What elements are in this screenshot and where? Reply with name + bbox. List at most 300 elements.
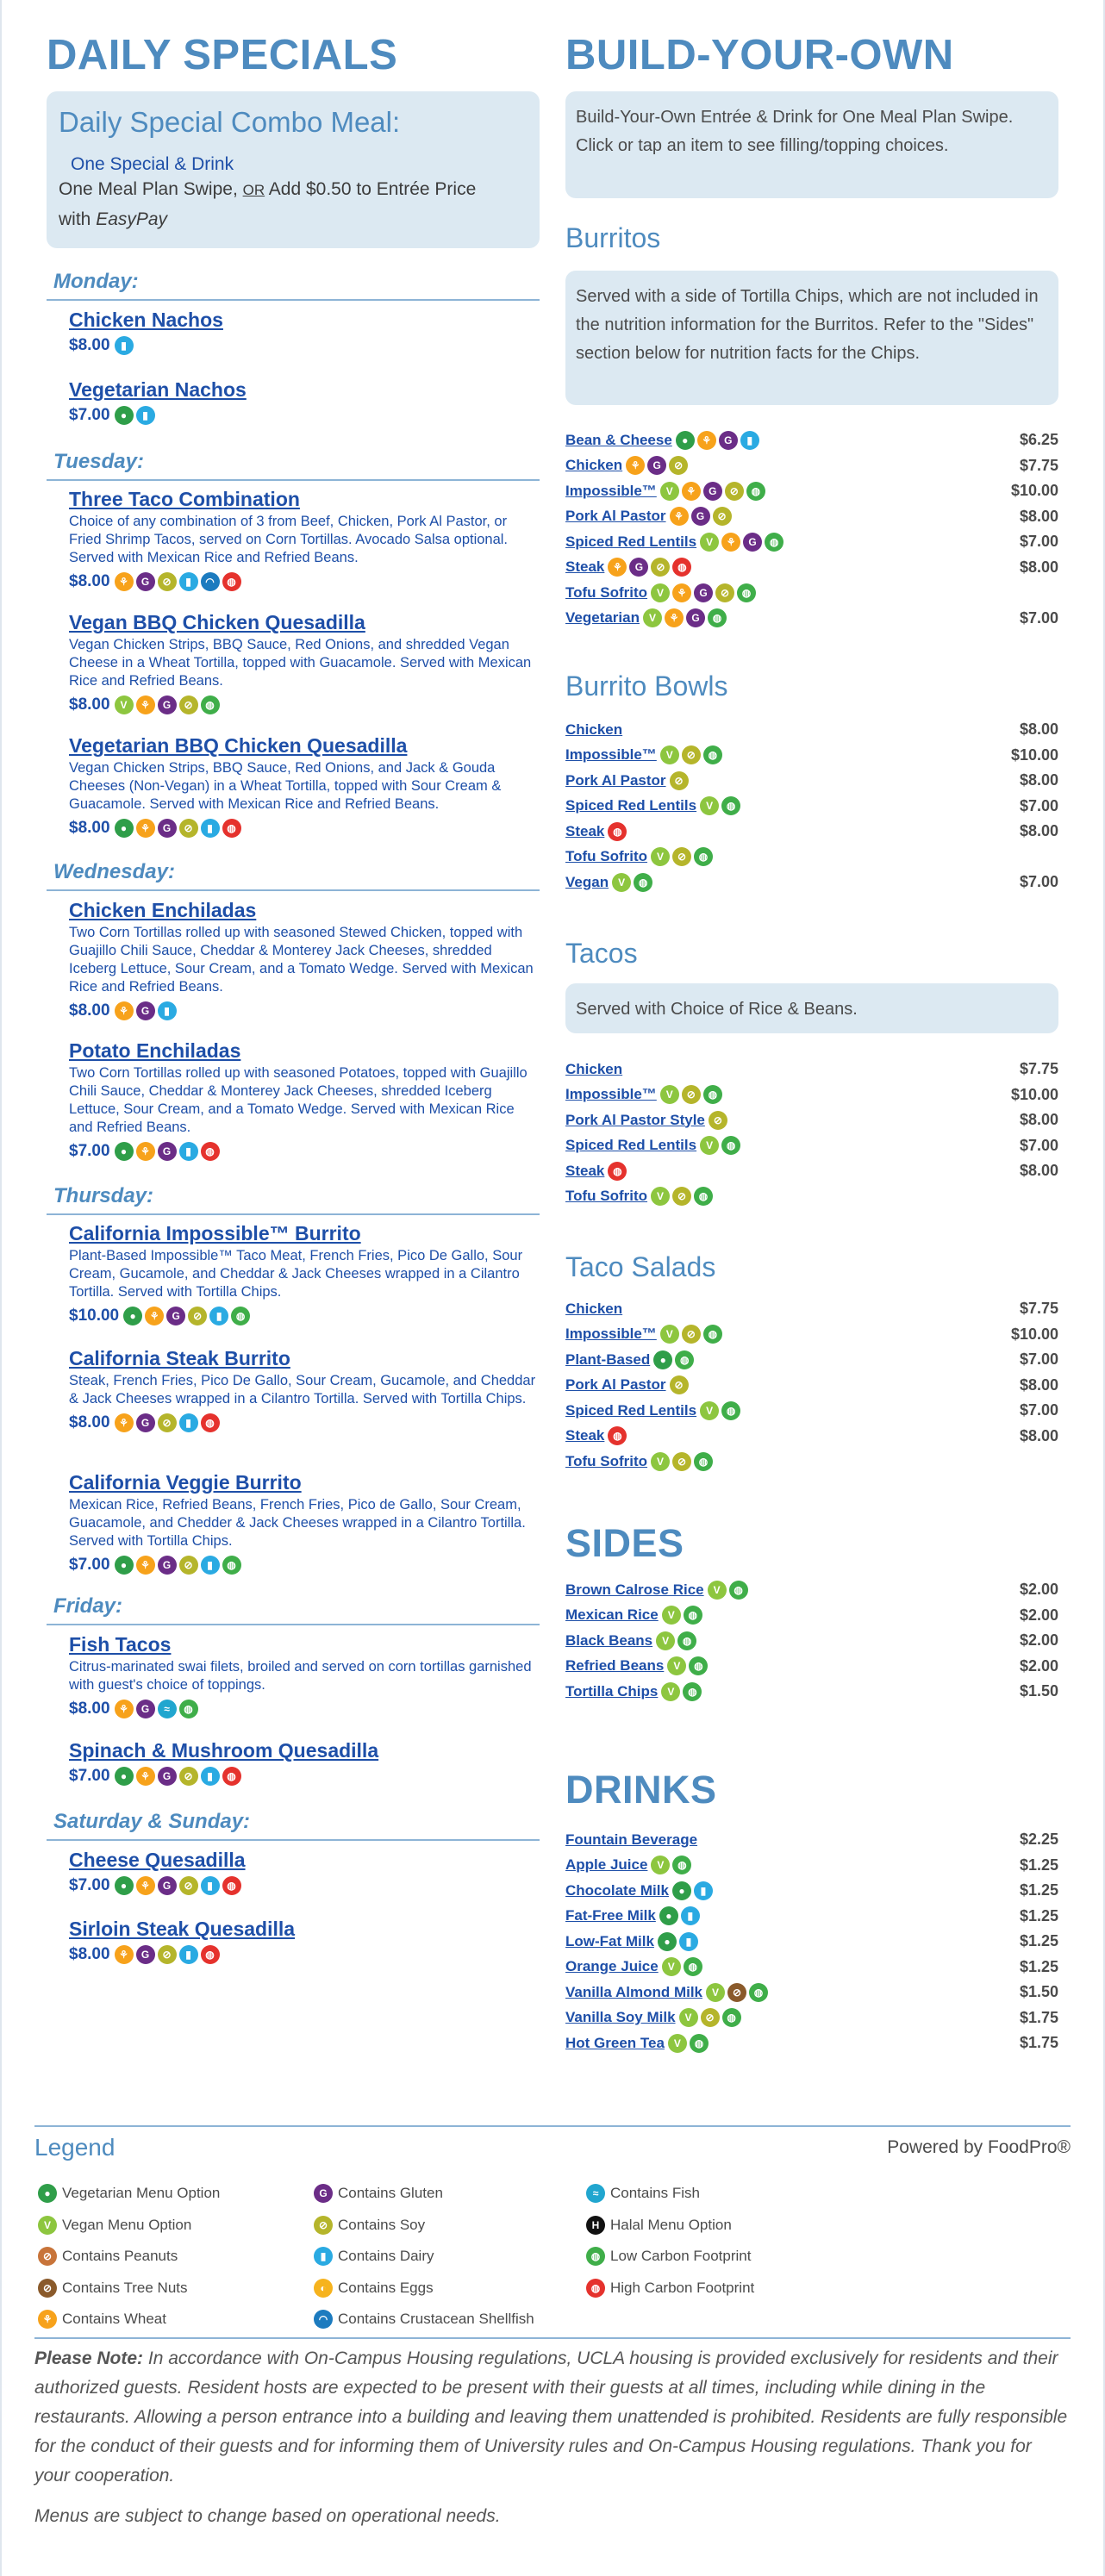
dairy-icon: ▮ [679,1932,698,1951]
menu-row [565,1057,1058,1082]
menu-row-price: $1.75 [1019,2008,1058,2026]
menu-item-link[interactable]: Chicken Enchiladas [69,899,257,921]
menu-row-price: $7.00 [1019,1401,1058,1419]
menu-item [69,378,541,427]
vegan-icon: V [660,1085,679,1104]
menu-row-link[interactable]: Spiced Red Lentils [565,797,697,814]
vegetarian-icon: ● [115,406,134,425]
vegetarian-icon: ● [115,1142,134,1161]
day-monday: Monday: [47,270,540,301]
combo-line-1 [59,175,528,205]
soy-icon: ⊘ [179,1556,198,1575]
menu-item-link[interactable]: Vegetarian BBQ Chicken Quesadilla [69,734,408,757]
menu-row-price: $8.00 [1019,558,1058,576]
vegan-icon: V [651,1856,670,1874]
legend-item [586,2182,700,2205]
dairy-icon: ▮ [179,572,198,591]
menu-item [69,1039,541,1163]
menu-row [565,743,1058,768]
menu-item-price: $8.00 [69,819,110,838]
vegan-icon: V [700,1136,719,1155]
wheat-icon: ⚘ [115,1001,134,1020]
menu-item-link[interactable]: Fish Tacos [69,1633,172,1656]
menu-row [565,1373,1058,1398]
soy-icon: ⊘ [314,2216,333,2235]
high-carbon-icon: ◍ [608,1162,627,1181]
notice-body: In accordance with On-Campus Housing regulations, UCLA housing is provided exclusively for residents and their authorized guests. Resident hosts are expected to be present with their guests at all times, including while dining in the restaurants. Allowing a person entrance into a building and leaving them unattended is prohibited. Residents are fully responsible for the conduct of their guests and for informing them of University rules and On-Campus Housing regulations. Thank you for your cooperation. [34,2348,1068,2486]
wheat-icon: ⚘ [670,507,689,526]
menu-item-link[interactable]: Vegan BBQ Chicken Quesadilla [69,611,365,633]
menu-item-price-row [69,817,541,839]
low-carbon-icon: ◍ [672,1856,691,1874]
legend-item [314,2245,434,2267]
menu-row-price: $10.00 [1010,745,1058,764]
legend-item [314,2214,425,2236]
menu-row-price: $7.00 [1019,873,1058,890]
gluten-icon: G [314,2184,333,2203]
menu-row-link[interactable]: Chicken [565,1300,623,1317]
menu-row-link[interactable]: Pork Al Pastor [565,771,666,789]
menu-row-link[interactable]: Impossible™ [565,482,657,499]
menu-row-link[interactable]: Chicken [565,1060,623,1077]
high-carbon-icon: ◍ [201,1945,220,1964]
menu-row [565,1654,1058,1679]
menu-row-price: $1.25 [1019,1881,1058,1899]
menu-row-link[interactable]: Chocolate Milk [565,1881,669,1899]
wheat-icon: ⚘ [115,572,134,591]
vegetarian-icon: ● [38,2184,57,2203]
gluten-icon: G [647,456,666,475]
eggs-icon: ◐ [314,2279,333,2298]
menu-row [565,504,1058,529]
soy-icon: ⊘ [670,771,689,790]
low-carbon-icon: ◍ [694,1187,713,1206]
gluten-icon: G [629,558,648,577]
vegan-icon: V [700,533,719,552]
daily-specials-title: DAILY SPECIALS [47,32,398,78]
dairy-icon: ▮ [201,819,220,838]
wheat-icon: ⚘ [672,583,691,602]
menu-item-price: $8.00 [69,572,110,591]
combo-meal-box [47,91,540,248]
menu-item-price: $8.00 [69,336,110,355]
legend-label: High Carbon Footprint [610,2279,755,2296]
low-carbon-icon: ◍ [222,1556,241,1575]
menu-row [565,1347,1058,1372]
menu-row-price: $8.00 [1019,1111,1058,1128]
menu-row-link[interactable]: Vanilla Soy Milk [565,2009,676,2025]
menu-item-price: $7.00 [69,1876,110,1895]
menu-row [565,1980,1058,2005]
menu-item [69,1222,541,1327]
low-carbon-icon: ◍ [721,1136,740,1155]
legend-item [38,2182,220,2205]
legend-divider [34,2337,1071,2339]
soy-icon: ⊘ [715,583,734,602]
gluten-icon: G [686,608,705,627]
tree-nuts-icon: ⊘ [38,2279,57,2298]
menu-item-price-row [69,694,541,716]
menu-item [69,1849,541,1897]
vegetarian-icon: ● [115,1767,134,1786]
burrito-bowls-title: Burrito Bowls [565,671,728,702]
combo-text: with [59,209,97,230]
legend-label: Contains Tree Nuts [62,2279,188,2296]
menu-row-link[interactable]: Chicken [565,720,623,738]
legend-item [38,2245,178,2267]
menu-row [565,555,1058,580]
menu-item-price: $7.00 [69,1767,110,1786]
gluten-icon: G [136,1700,155,1718]
vegetarian-icon: ● [653,1350,672,1369]
menu-row-link[interactable]: Tofu Sofrito [565,1452,648,1469]
dairy-icon: ▮ [681,1906,700,1925]
menu-row-price: $2.00 [1019,1581,1058,1598]
menu-row-link[interactable]: Pork Al Pastor Style [565,1111,705,1128]
gluten-icon: G [136,1945,155,1964]
menu-row-link[interactable]: Spiced Red Lentils [565,1137,697,1153]
menu-row [565,794,1058,819]
menu-item-link[interactable]: Vegetarian Nachos [69,378,247,401]
gluten-icon: G [158,1556,177,1575]
menu-row [565,1322,1058,1347]
legend-label: Vegan Menu Option [62,2216,192,2233]
menu-row-link[interactable]: Fountain Beverage [565,1831,698,1848]
menu-item-price-row [69,1554,541,1576]
menu-row-link[interactable]: Impossible™ [565,1086,657,1102]
menu-item-price: $8.00 [69,695,110,714]
low-carbon-icon: ◍ [179,1700,198,1718]
menu-row [565,870,1058,895]
menu-row [565,768,1058,793]
menu-row-link[interactable]: Spiced Red Lentils [565,1401,697,1419]
dairy-icon: ▮ [209,1307,228,1325]
day-wednesday: Wednesday: [47,860,540,891]
wheat-icon: ⚘ [626,456,645,475]
menu-row-link[interactable]: Vanilla Almond Milk [565,1983,703,2000]
halal-icon: H [586,2216,605,2235]
low-carbon-icon: ◍ [675,1350,694,1369]
menu-row-link[interactable]: Steak [565,822,605,839]
menu-item-price: $8.00 [69,1001,110,1020]
build-your-own-title: BUILD-YOUR-OWN [565,32,954,78]
wheat-icon: ⚘ [136,1876,155,1895]
soy-icon: ⊘ [713,507,732,526]
menu-row [565,453,1058,478]
low-carbon-icon: ◍ [689,1656,708,1675]
menu-item-price-row [69,1305,541,1327]
menu-item [69,488,541,593]
menu-row [565,1679,1058,1704]
menu-item-price-row [69,334,541,357]
high-carbon-icon: ◍ [201,1142,220,1161]
menu-row-price: $7.75 [1019,1300,1058,1317]
menu-item [69,309,541,357]
combo-line-2 [59,205,528,234]
vegan-icon: V [643,608,662,627]
menu-row-price: $7.00 [1019,608,1058,627]
menu-item [69,1471,541,1576]
vegan-icon: V [651,1452,670,1471]
menu-row-link[interactable]: Tortilla Chips [565,1682,659,1700]
high-carbon-icon: ◍ [222,572,241,591]
menu-row-link[interactable]: Apple Juice [565,1856,648,1873]
low-carbon-icon: ◍ [684,1957,702,1976]
menu-row-price: $1.50 [1019,1983,1058,2000]
gluten-icon: G [136,1001,155,1020]
menu-row-link[interactable]: Steak [565,1427,605,1444]
menu-item-link[interactable]: California Steak Burrito [69,1347,290,1369]
menu-row-price: $1.25 [1019,1957,1058,1975]
low-carbon-icon: ◍ [765,533,783,552]
burritos-title: Burritos [565,222,661,253]
menu-row-link[interactable]: Steak [565,558,605,575]
menu-row-link[interactable]: Chicken [565,457,623,473]
menu-item-description: Mexican Rice, Refried Beans, French Fries, Pico de Gallo, Sour Cream, Guacamole, and Chedder & Jack Cheeses wrapped in a Cilantro Tortilla. Served with Tortilla Chips. [69,1497,526,1550]
legend-label: Contains Crustacean Shellfish [338,2311,534,2327]
vegan-icon: V [679,2008,698,2027]
menu-item-price-row [69,1943,541,1966]
vegan-icon: V [660,482,679,501]
menu-item [69,734,541,839]
menu-item-link[interactable]: Sirloin Steak Quesadilla [69,1918,296,1940]
menu-item-description: Vegan Chicken Strips, BBQ Sauce, Red Onions, and Jack & Gouda Cheeses (Non-Vegan) in a Wheat Tortilla, topped with Sour Cream & Guacamole. Served with Mexican Rice and Refried Beans. [69,760,502,813]
soy-icon: ⊘ [179,819,198,838]
menu-item-description: Two Corn Tortillas rolled up with seasoned Potatoes, topped with Guajillo Chili Sauce, Cheddar & Monterey Jack Cheeses, shredded Iceberg Lettuce, Sour Cream, and a Tomato Wedge. Served with Mexican Rice and Refried Beans. [69,1065,528,1136]
menu-row [565,1878,1058,1903]
vegan-icon: V [667,1656,686,1675]
menu-row [565,606,1058,631]
menu-row [565,1449,1058,1474]
gluten-icon: G [158,1142,177,1161]
menu-row-link[interactable]: Fat-Free Milk [565,1907,656,1924]
menu-row-price: $8.00 [1019,771,1058,789]
wheat-icon: ⚘ [145,1307,164,1325]
menu-row-link[interactable]: Plant-Based [565,1350,651,1368]
menu-item-price-row [69,1698,541,1720]
menu-row-price: $8.00 [1019,720,1058,738]
combo-or: OR [242,182,265,199]
soy-icon: ⊘ [179,1767,198,1786]
menu-row-link[interactable]: Tofu Sofrito [565,583,648,601]
menu-row-link[interactable]: Low-Fat Milk [565,1932,654,1949]
vegan-icon: V [661,1682,680,1701]
menu-row-price: $2.25 [1019,1831,1058,1848]
soy-icon: ⊘ [669,456,688,475]
dairy-icon: ▮ [201,1767,220,1786]
menu-row-link[interactable]: Black Beans [565,1631,653,1649]
low-carbon-icon: ◍ [201,695,220,714]
menu-row-link[interactable]: Mexican Rice [565,1606,659,1623]
vegetarian-icon: ● [659,1906,678,1925]
menu-row [565,1184,1058,1209]
vegetarian-icon: ● [672,1881,691,1900]
menu-row [565,2030,1058,2055]
menu-item-link[interactable]: Spinach & Mushroom Quesadilla [69,1739,379,1762]
menu-item-price-row [69,1412,541,1434]
high-carbon-icon: ◍ [201,1413,220,1432]
wheat-icon: ⚘ [136,819,155,838]
menu-item-price-row [69,571,541,593]
wheat-icon: ⚘ [115,1413,134,1432]
legend-item [314,2182,443,2205]
menu-row-price: $10.00 [1010,482,1058,499]
menu-row-link[interactable]: Steak [565,1162,605,1179]
menu-row-link[interactable]: Brown Calrose Rice [565,1581,704,1598]
soy-icon: ⊘ [158,572,177,591]
menu-row-link[interactable]: Impossible™ [565,1325,657,1342]
vegetarian-icon: ● [676,431,695,450]
menu-row-price: $2.00 [1019,1606,1058,1624]
menu-item-link[interactable]: California Veggie Burrito [69,1471,302,1494]
legend-label: Contains Fish [610,2185,700,2201]
menu-item-price: $7.00 [69,406,110,425]
menu-item-link[interactable]: Potato Enchiladas [69,1039,241,1062]
dairy-icon: ▮ [201,1556,220,1575]
combo-text: One Meal Plan Swipe, [59,179,243,200]
vegan-icon: V [700,1401,719,1420]
vegan-icon: V [651,583,670,602]
low-carbon-icon: ◍ [703,745,722,764]
vegan-icon: V [668,2034,687,2053]
vegan-icon: V [660,745,679,764]
legend-item [586,2245,751,2267]
menu-row-price: $7.75 [1019,456,1058,474]
day-tuesday: Tuesday: [47,450,540,481]
wheat-icon: ⚘ [665,608,684,627]
soy-icon: ⊘ [188,1307,207,1325]
menu-item-price-row [69,1874,541,1897]
menu-row-price: $6.25 [1019,431,1058,448]
menu-row-link[interactable]: Vegetarian [565,609,640,626]
legend-item [314,2308,534,2330]
menu-row [565,1853,1058,1878]
menu-item-price-row [69,1765,541,1787]
menu-row [565,1827,1058,1852]
gluten-icon: G [166,1307,185,1325]
legend-item [38,2308,166,2330]
menu-item-link[interactable]: Chicken Nachos [69,309,223,331]
menu-item [69,1739,541,1787]
menu-row-link[interactable]: Impossible™ [565,746,657,763]
combo-title: Daily Special Combo Meal: [59,106,401,138]
vegetarian-icon: ● [123,1307,142,1325]
low-carbon-icon: ◍ [721,1401,740,1420]
menu-row-price: $7.00 [1019,796,1058,814]
legend-label: Vegetarian Menu Option [62,2185,221,2201]
menu-item-price: $8.00 [69,1413,110,1432]
menu-row-link[interactable]: Refried Beans [565,1657,665,1674]
low-carbon-icon: ◍ [694,1452,713,1471]
soy-icon: ⊘ [158,1413,177,1432]
menu-row-price: $1.50 [1019,1682,1058,1700]
drinks-title: DRINKS [565,1768,717,1812]
menu-row-link[interactable]: Bean & Cheese [565,431,672,448]
soy-icon: ⊘ [672,1187,691,1206]
low-carbon-icon: ◍ [683,1682,702,1701]
gluten-icon: G [158,819,177,838]
menu-row-price: $2.00 [1019,1631,1058,1649]
menu-item-link[interactable]: California Impossible™ Burrito [69,1222,361,1244]
wheat-icon: ⚘ [721,533,740,552]
menu-item [69,899,541,1022]
menu-row [565,845,1058,870]
vegetarian-icon: ● [658,1932,677,1951]
menu-row-link[interactable]: Orange Juice [565,1958,659,1974]
legend-label: Contains Peanuts [62,2248,178,2264]
dairy-icon: ▮ [694,1881,713,1900]
menu-item-price-row [69,1140,541,1163]
legend-label: Contains Eggs [338,2279,434,2296]
wheat-icon: ⚘ [136,1767,155,1786]
wheat-icon: ⚘ [115,1945,134,1964]
legend-label: Halal Menu Option [610,2216,732,2233]
menu-row [565,1107,1058,1132]
gluten-icon: G [694,583,713,602]
vegan-icon: V [662,1957,681,1976]
high-carbon-icon: ◍ [222,819,241,838]
menu-row-link[interactable]: Pork Al Pastor [565,508,666,524]
menu-row-price: $1.25 [1019,1906,1058,1924]
menu-item [69,1918,541,1966]
menu-row [565,1929,1058,1954]
menu-item-price: $7.00 [69,1556,110,1575]
wheat-icon: ⚘ [682,482,701,501]
menu-row-link[interactable]: Tofu Sofrito [565,1188,648,1204]
high-carbon-icon: ◍ [608,822,627,841]
menu-item-price: $10.00 [69,1307,120,1325]
menu-row [565,1133,1058,1158]
menu-item [69,611,541,716]
menu-row-link[interactable]: Spiced Red Lentils [565,533,697,550]
menu-item-price: $8.00 [69,1945,110,1964]
menu-item-description: Citrus-marinated swai filets, broiled and served on corn tortillas garnished with guest's choice of toppings. [69,1659,532,1693]
legend-item [586,2277,754,2299]
menu-row-price: $8.00 [1019,822,1058,839]
menu-item-description: Steak, French Fries, Pico De Gallo, Sour Cream, Gucamole, and Cheddar & Jack Cheeses wrapped in a Cilantro Tortilla. Served with Tortilla Chips. [69,1373,536,1407]
low-carbon-icon: ◍ [231,1307,250,1325]
menu-row-price: $7.00 [1019,1136,1058,1154]
soy-icon: ⊘ [709,1111,727,1130]
peanuts-icon: ⊘ [38,2247,57,2266]
burritos-note: Served with a side of Tortilla Chips, which are not included in the nutrition information for the Burritos. Refer to the "Sides" section below for nutrition facts for the Chips. [565,271,1058,405]
vegan-icon: V [612,873,631,892]
menu-row [565,1577,1058,1602]
high-carbon-icon: ◍ [586,2279,605,2298]
soy-icon: ⊘ [651,558,670,577]
menu-row-link[interactable]: Pork Al Pastor [565,1376,666,1393]
vegan-icon: V [656,1631,675,1650]
menu-row [565,1603,1058,1628]
soy-icon: ⊘ [179,1876,198,1895]
menu-item-link[interactable]: Three Taco Combination [69,488,300,510]
menu-row-link[interactable]: Tofu Sofrito [565,848,648,864]
vegan-icon: V [660,1325,679,1344]
wheat-icon: ⚘ [136,1142,155,1161]
soy-icon: ⊘ [672,1452,691,1471]
gluten-icon: G [136,572,155,591]
menu-row-link[interactable]: Vegan [565,873,609,890]
menu-item-link[interactable]: Cheese Quesadilla [69,1849,246,1871]
high-carbon-icon: ◍ [222,1767,241,1786]
menu-row-link[interactable]: Hot Green Tea [565,2034,665,2051]
wheat-icon: ⚘ [697,431,716,450]
menu-item [69,1633,541,1720]
menu-item-description: Plant-Based Impossible™ Taco Meat, French Fries, Pico De Gallo, Sour Cream, Gucamole, and Cheddar & Jack Cheeses wrapped in a Cilantro Tortilla. Served with Tortilla Chips. [69,1248,523,1300]
soy-icon: ⊘ [725,482,744,501]
day-thursday: Thursday: [47,1184,540,1215]
low-carbon-icon: ◍ [703,1085,722,1104]
